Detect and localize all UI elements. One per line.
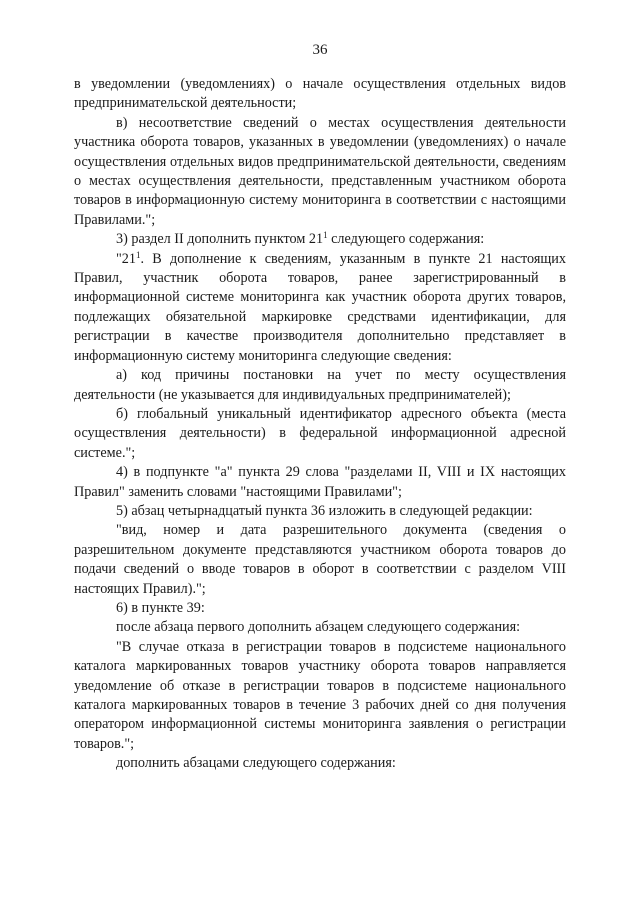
paragraph-text: "В случае отказа в регистрации товаров в подсистеме национального каталога маркированных товаров участнику оборота товаров направляется уведомление об отказе в регистрации товаров в подсистеме национального каталога маркированных товаров в течение 3 рабочих дней со дня получения оператором информационной системы мониторинга заявления о регистрации товаров."; — [74, 638, 566, 752]
paragraph — [74, 405, 566, 463]
paragraph — [74, 754, 566, 773]
paragraph — [74, 366, 566, 405]
paragraph-text: 5) абзац четырнадцатый пункта 36 изложить в следующей редакции: — [116, 502, 533, 519]
paragraph-text: б) глобальный уникальный идентификатор адресного объекта (места осуществления деятельности) в федеральной информационной адресной системе."; — [74, 405, 566, 461]
page-number: 36 — [312, 42, 328, 58]
paragraph-text: 6) в пункте 39: — [116, 599, 205, 616]
paragraph-text: а) код причины постановки на учет по месту осуществления деятельности (не указывается для индивидуальных предпринимателей); — [74, 367, 566, 403]
document-body — [74, 75, 566, 774]
paragraph-text: 4) в подпункте "а" пункта 29 слова "разделами II, VIII и IX настоящих Правил" заменить словами "настоящими Правилами"; — [74, 464, 566, 500]
paragraph — [74, 463, 566, 502]
paragraph-text-continued: следующего содержания: — [327, 231, 485, 248]
paragraph-text: 3) раздел II дополнить пунктом 21 — [116, 231, 324, 248]
paragraph — [74, 618, 566, 637]
paragraph-text: дополнить абзацами следующего содержания: — [116, 755, 396, 772]
paragraph — [74, 521, 566, 599]
superscript: 1 — [135, 249, 141, 260]
superscript: 1 — [323, 230, 328, 241]
paragraph-text: после абзаца первого дополнить абзацем следующего содержания: — [116, 619, 521, 636]
paragraph-text: в уведомлении (уведомлениях) о начале осуществления отдельных видов предпринимательской деятельности; — [74, 76, 566, 112]
paragraph — [74, 502, 566, 521]
paragraph-text: в) несоответствие сведений о местах осуществления деятельности участника оборота товаров, указанных в уведомлении (уведомлениях) о начале осуществления отдельных видов предпринимательской деятельности, сведениям о местах осуществления деятельности, представленным участником оборота товаров в информационную систему мониторинга в соответствии с настоящими Правилами."; — [74, 114, 566, 228]
paragraph — [74, 75, 566, 114]
paragraph — [74, 638, 566, 754]
paragraph — [74, 230, 566, 249]
paragraph-text: "вид, номер и дата разрешительного документа (сведения о разрешительном документе представляются участником оборота товаров до подачи сведений о вводе товаров в оборот в соответствии с разделом VIII настоящих Правил)."; — [74, 522, 566, 597]
paragraph — [74, 250, 566, 366]
paragraph — [74, 599, 566, 618]
paragraph — [74, 114, 566, 230]
paragraph-text: "21 — [116, 250, 136, 267]
paragraph-text-continued: . В дополнение к сведениям, указанным в пункте 21 настоящих Правил, участник оборота товаров, ранее зарегистрированный в информационной системе мониторинга как участник оборота других товаров, подлежащих обязательной маркировке средствами идентификации, для регистрации в качестве производителя дополнительно представляет в информационную систему мониторинга следующие сведения: — [74, 250, 566, 364]
